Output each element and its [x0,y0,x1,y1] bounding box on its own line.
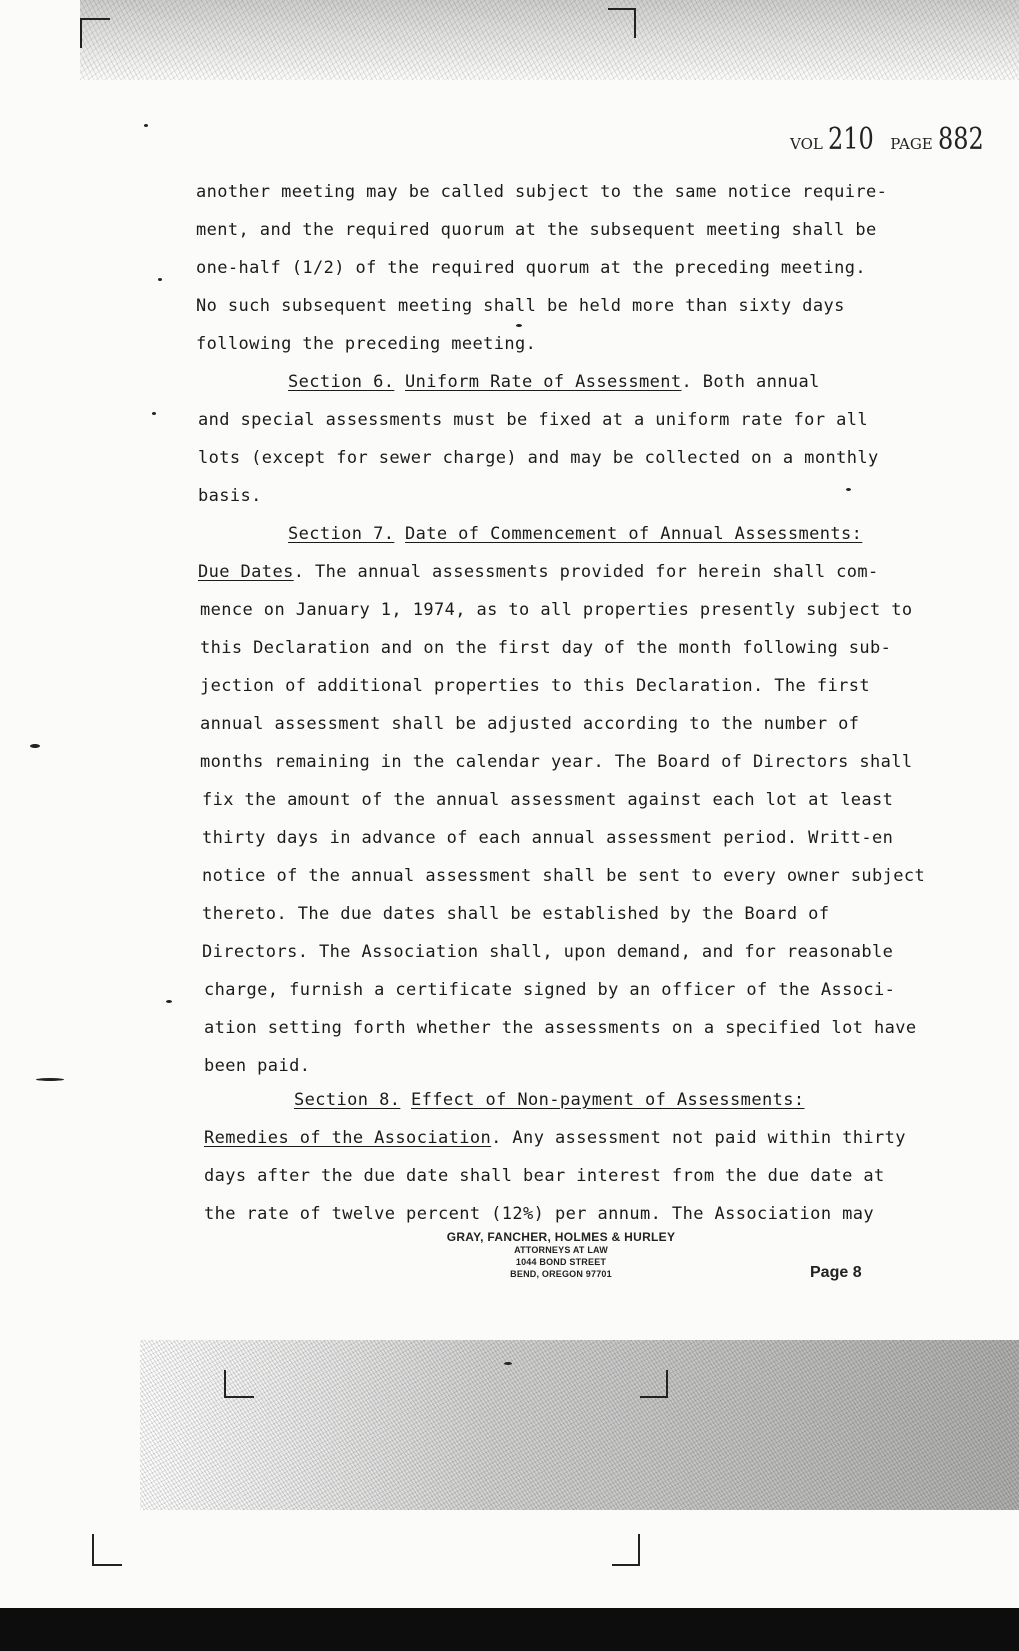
page-label: PAGE [890,135,933,153]
section-6-number: Section 6. [288,372,395,392]
body-line: thereto. The due dates shall be established by the Board of [202,904,830,924]
body-line: another meeting may be called subject to the same notice require- [196,182,888,202]
crop-mark-mid-left [224,1370,254,1398]
body-line: charge, furnish a certificate signed by an officer of the Associ- [204,980,896,1000]
scan-noise-top [80,0,1019,80]
section-8-heading [294,1090,805,1110]
body-line: jection of additional properties to this Declaration. The first [200,676,870,696]
body-line: No such subsequent meeting shall be held more than sixty days [196,296,845,316]
body-line: days after the due date shall bear interest from the due date at [204,1166,885,1186]
section-8-number: Section 8. [294,1090,401,1110]
body-line: Directors. The Association shall, upon demand, and for reasonable [202,942,894,962]
firm-name: GRAY, FANCHER, HOLMES & HURLEY [446,1230,676,1244]
body-line: mence on January 1, 1974, as to all properties presently subject to [200,600,913,620]
vol-number: 210 [827,122,874,157]
body-line: thirty days in advance of each annual assessment period. Writt-en [202,828,894,848]
crop-mark-bottom-right [612,1534,640,1566]
volume-page-stamp [790,122,995,157]
scan-speck [144,124,148,127]
section-8-first-line: . Any assessment not paid within thirty [491,1128,906,1148]
scan-speck [846,488,851,491]
vol-label: VOL [790,135,823,153]
section-6-heading [288,372,820,392]
section-8-title: Effect of Non-payment of Assessments: [411,1090,805,1110]
scan-speck [158,278,162,281]
scan-speck [504,1362,512,1365]
scan-border-bottom [0,1608,1019,1651]
firm-title: ATTORNEYS AT LAW [514,1245,608,1255]
body-line: and special assessments must be fixed at a uniform rate for all [198,410,868,430]
section-8-heading-cont [204,1128,906,1148]
body-line: annual assessment shall be adjusted according to the number of [200,714,860,734]
crop-mark-bottom-left [92,1534,122,1566]
section-6-first-line: . Both annual [681,372,820,392]
section-7-heading-cont [198,562,879,582]
body-line: lots (except for sewer charge) and may be collected on a monthly [198,448,879,468]
scan-speck [152,412,156,415]
page-footer-number: Page 8 [810,1264,862,1281]
body-line: months remaining in the calendar year. The Board of Directors shall [200,752,913,772]
section-7-title-2: Due Dates [198,562,294,582]
section-6-title: Uniform Rate of Assessment [405,372,682,392]
section-7-first-line: . The annual assessments provided for herein shall com- [293,562,879,582]
body-line: the rate of twelve percent (12%) per annum. The Association may [204,1204,874,1224]
body-line: one-half (1/2) of the required quorum at the preceding meeting. [196,258,866,278]
crop-mark-top-left [80,18,110,48]
firm-street: 1044 BOND STREET [515,1257,607,1267]
scan-speck [516,324,522,327]
body-line: been paid. [204,1056,311,1076]
scan-speck [30,744,40,748]
body-line: following the preceding meeting. [196,334,537,354]
body-line: this Declaration and on the first day of the month following sub- [200,638,892,658]
body-line: ation setting forth whether the assessments on a specified lot have [204,1018,917,1038]
body-line: notice of the annual assessment shall be sent to every owner subject [202,866,926,886]
body-line: ment, and the required quorum at the subsequent meeting shall be [196,220,877,240]
section-7-heading [288,524,862,544]
section-8-title-2: Remedies of the Association [204,1128,492,1148]
section-7-title: Date of Commencement of Annual Assessments: [405,524,863,544]
page-number: 882 [937,122,984,157]
body-line: fix the amount of the annual assessment against each lot at least [202,790,894,810]
body-line: basis. [198,486,262,506]
section-7-number: Section 7. [288,524,395,544]
crop-mark-top-right [608,8,636,38]
scan-speck [166,1000,172,1003]
scan-speck [36,1078,64,1081]
law-firm-footer [426,1230,696,1280]
scan-noise-bottom [140,1340,1019,1510]
firm-city: BEND, OREGON 97701 [510,1269,612,1279]
crop-mark-mid-right [640,1370,668,1398]
